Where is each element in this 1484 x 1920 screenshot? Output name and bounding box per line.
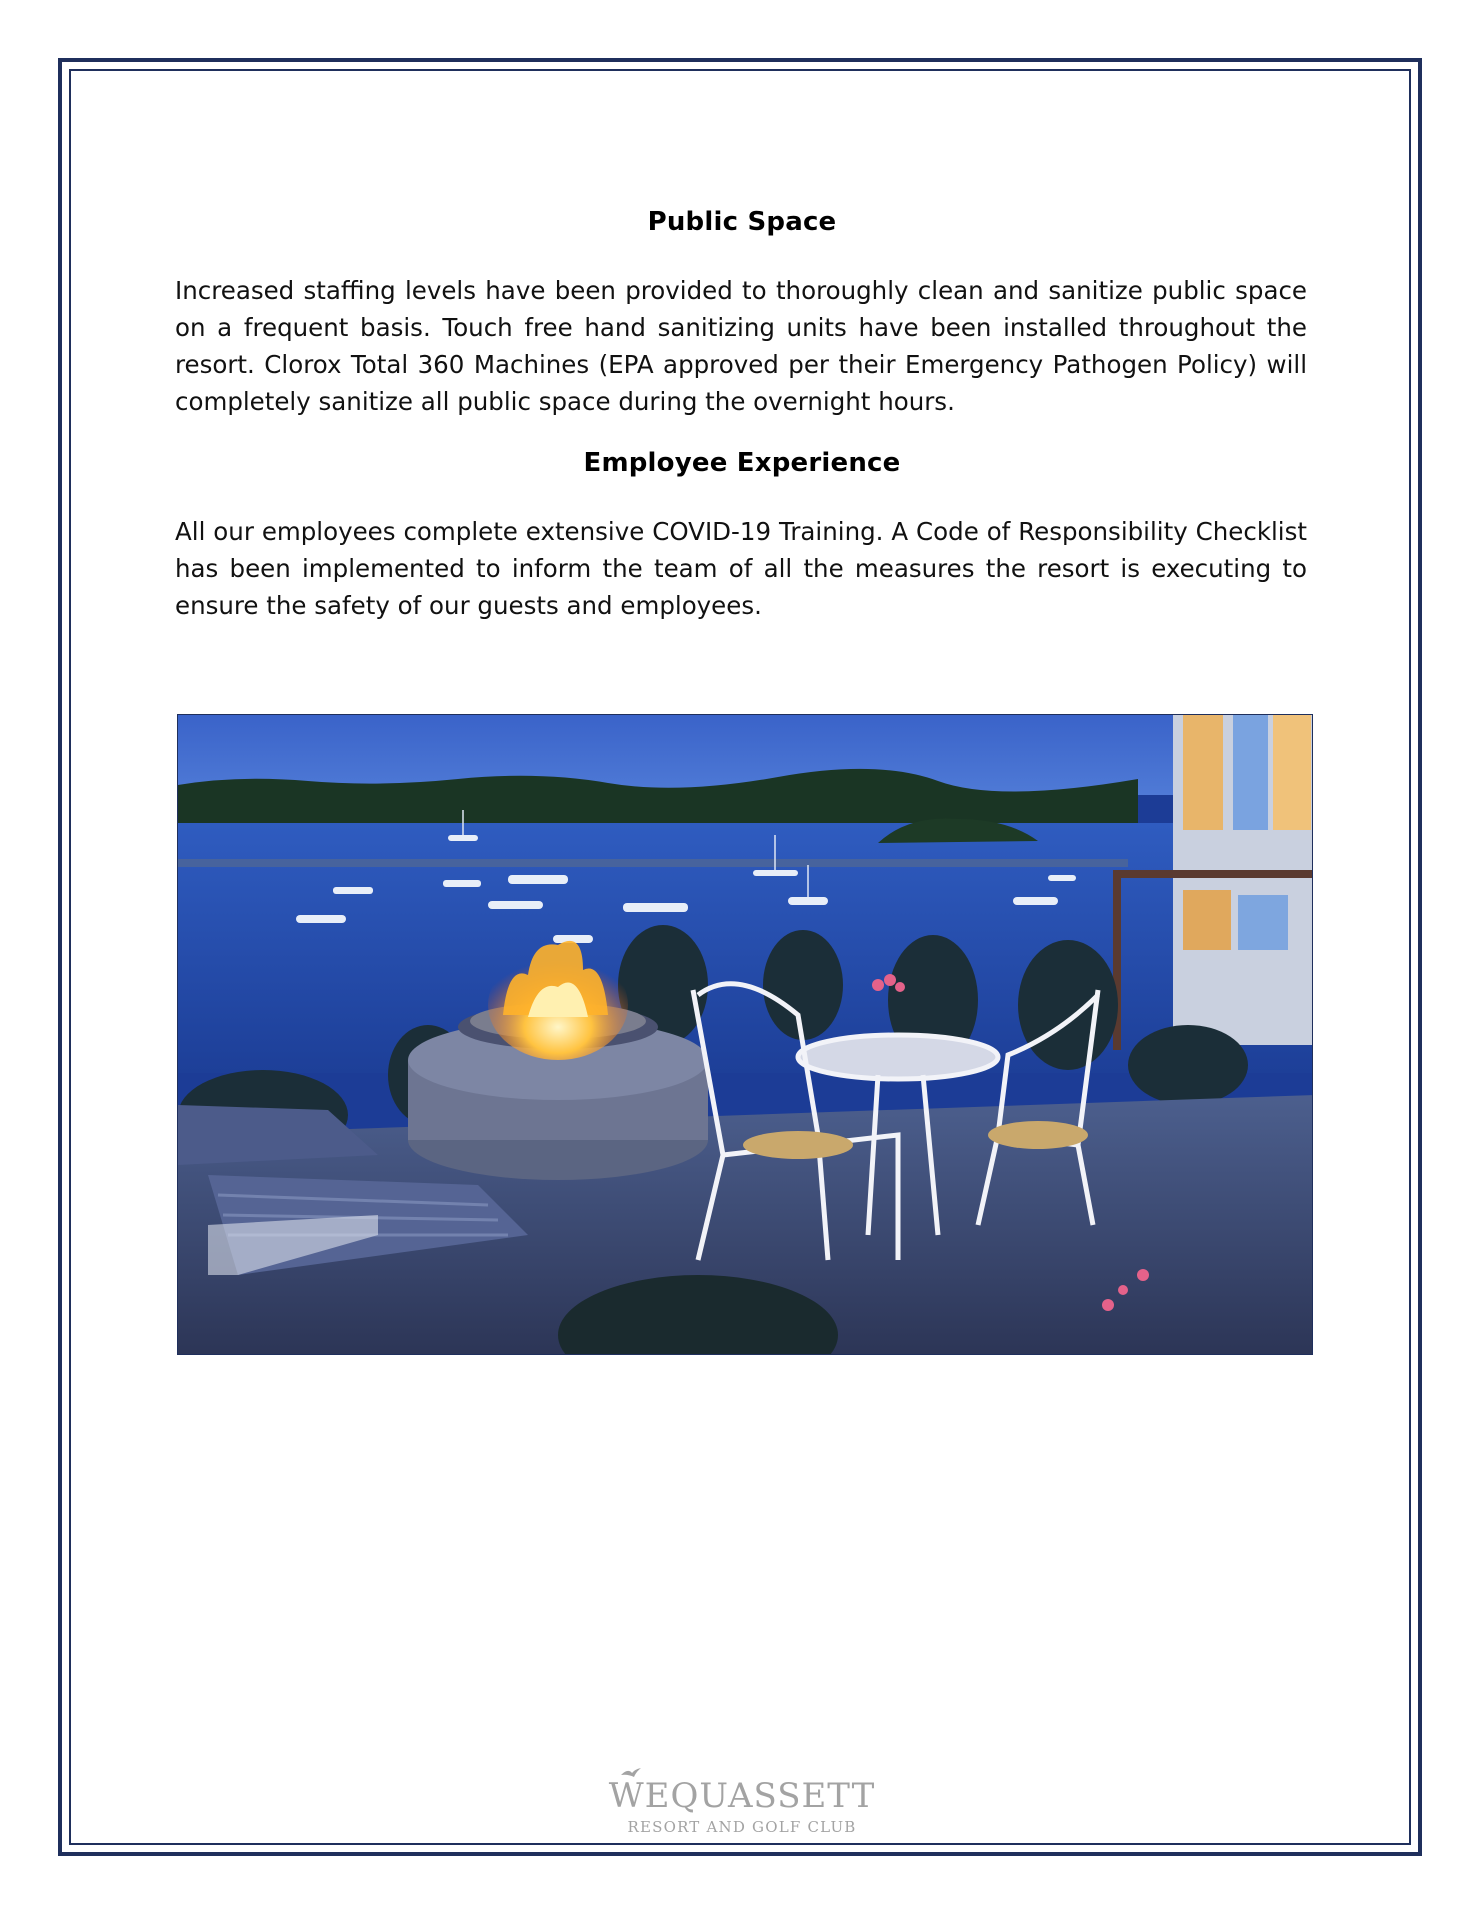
sand-bar xyxy=(178,859,1128,867)
footer-logo-tagline: RESORT AND GOLF CLUB xyxy=(627,1818,857,1836)
section-body-public-space: Increased staffing levels have been provided to thoroughly clean and sanitize public space on a frequent basis. Touch free hand sanitizing units have been installed throughout the resort. Clorox Total 360 Machines (EPA approved per their Emergency Pathogen Policy) will completely sanitize all public space during the overnight hours. xyxy=(175,276,1307,416)
footer-logo-name: WEQUASSETT xyxy=(608,1776,876,1816)
section-body-employee-experience: All our employees complete extensive COVID-19 Training. A Code of Responsibility Checklist has been implemented to inform the team of all the measures the resort is executing to ensure the safety of our guests and employees. xyxy=(175,517,1307,620)
resort-patio-photo xyxy=(177,714,1313,1355)
section-heading-public-space: Public Space xyxy=(647,207,837,237)
section-heading-employee-experience: Employee Experience xyxy=(583,448,901,478)
